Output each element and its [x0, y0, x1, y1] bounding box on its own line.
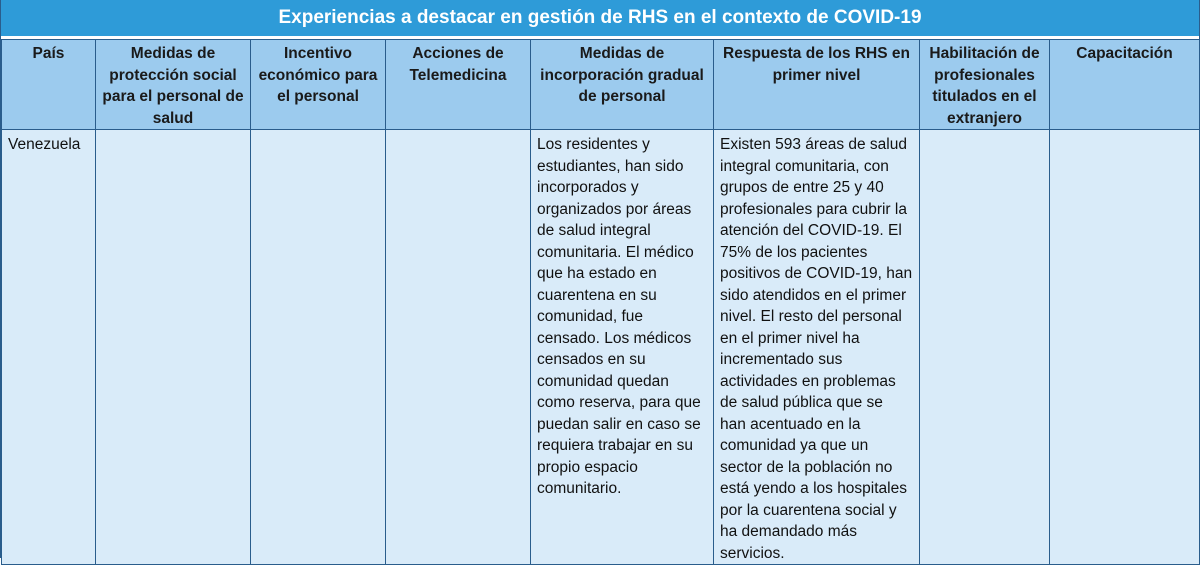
cell-proteccion-social	[96, 130, 251, 565]
cell-telemedicina	[386, 130, 531, 565]
cell-capacitacion	[1050, 130, 1200, 565]
column-header-pais: País	[2, 40, 96, 130]
column-header-habilitacion: Habilitación de profesionales titulados en el extranjero	[920, 40, 1050, 130]
column-header-incorporacion: Medidas de incorporación gradual de personal	[531, 40, 714, 130]
header-row	[2, 40, 1200, 130]
column-header-proteccion-social: Medidas de protección social para el personal de salud	[96, 40, 251, 130]
column-header-capacitacion: Capacitación	[1050, 40, 1200, 130]
cell-incentivo	[251, 130, 386, 565]
column-header-respuesta-primer-nivel: Respuesta de los RHS en primer nivel	[714, 40, 920, 130]
experiences-table	[1, 39, 1200, 565]
cell-incorporacion: Los residentes y estudiantes, han sido incorporados y organizados por áreas de salud integral comunitaria. El médico que ha estado en cuarentena en su comunidad, fue censado. Los médicos censados en su comunidad quedan como reserva, para que puedan salir en caso se requiera trabajar en su propio espacio comunitario.	[531, 130, 714, 565]
table-row	[2, 130, 1200, 565]
cell-pais: Venezuela	[2, 130, 96, 565]
cell-respuesta-primer-nivel: Existen 593 áreas de salud integral comunitaria, con grupos de entre 25 y 40 profesionales para cubrir la atención del COVID-19. El 75% de los pacientes positivos de COVID-19, han sido atendidos en el primer nivel. El resto del personal en el primer nivel ha incrementado sus actividades en problemas de salud pública que se han acentuado en la comunidad ya que un sector de la población no está yendo a los hospitales por la cuarentena social y ha demandado más servicios.	[714, 130, 920, 565]
table-title: Experiencias a destacar en gestión de RHS en el contexto de COVID-19	[1, 0, 1199, 39]
column-header-incentivo: Incentivo económico para el personal	[251, 40, 386, 130]
column-header-telemedicina: Acciones de Telemedicina	[386, 40, 531, 130]
cell-habilitacion	[920, 130, 1050, 565]
